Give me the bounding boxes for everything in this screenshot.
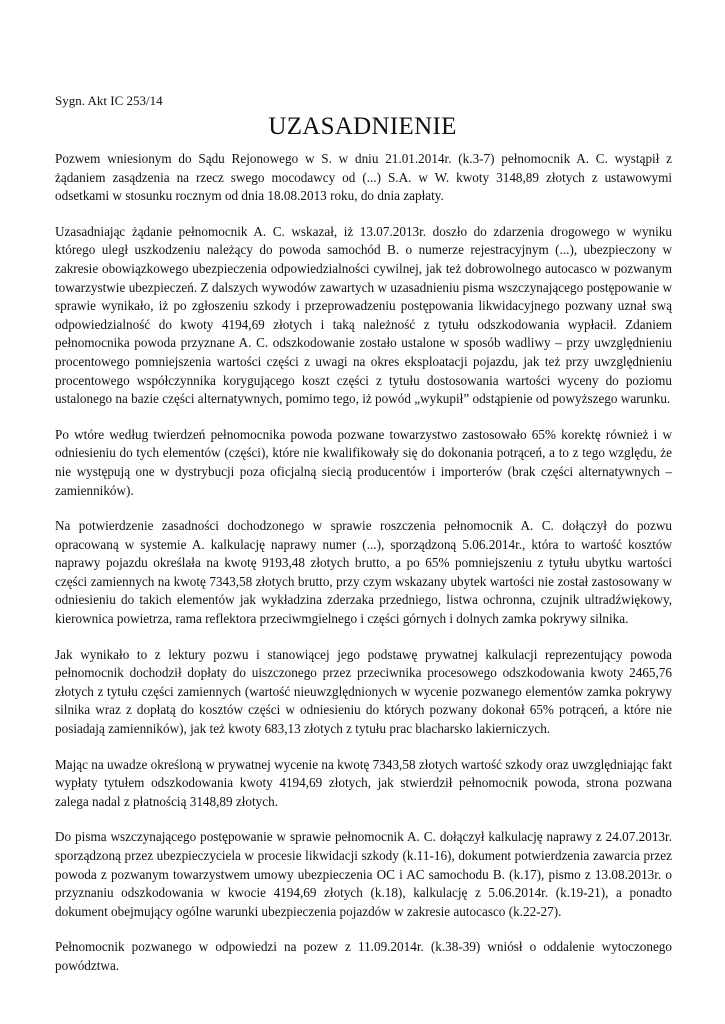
paragraph-7: Do pisma wszczynającego postępowanie w sprawie pełnomocnik A. C. dołączył kalkulację naprawy z 24.07.2013r. sporządzoną przez ubezpieczyciela w procesie likwidacji szkody (k.11-16), dokument potwierdzenia zawarcia przez powoda z pozwanym towarzystwem umowy ubezpieczenia OC i AC samochodu B. (k.17), pismo z 13.08.2013r. o przyznaniu odszkodowania w kwocie 4194,69 złotych (k.18), kalkulację z 5.06.2014r. (k.19-21), a ponadto dokument obejmujący ogólne warunki ubezpieczenia pojazdów w zakresie autocasco (k.22-27). (55, 829, 672, 919)
paragraph-2: Uzasadniając żądanie pełnomocnik A. C. wskazał, iż 13.07.2013r. doszło do zdarzenia drogowego w wyniku którego uległ uszkodzeniu należący do powoda samochód B. o numerze rejestracyjnym (...), ubezpieczony w zakresie obowiązkowego ubezpieczenia odpowiedzialności cywilnej, jak też dobrowolnego autocasco w pozwanym towarzystwie ubezpieczeń. Z dalszych wywodów zawartych w uzasadnieniu pisma wszczynającego postępowanie w sprawie wynikało, iż po zgłoszeniu szkody i przeprowadzeniu postępowania likwidacyjnego pozwany uznał swą odpowiedzialność do kwoty 4194,69 złotych i taką należność z tytułu odszkodowania wypłacił. Zdaniem pełnomocnika powoda przyznane A. C. odszkodowanie zostało ustalone w sposób wadliwy – przy uwzględnieniu procentowego pomniejszenia wartości części z uwagi na okres eksploatacji pojazdu, jak też przy uwzględnieniu procentowego współczynnika korygującego koszt części z tytułu dostosowania wartości wyceny do poziomu ustalonego na bazie części alternatywnych, pomimo tego, iż powód „wykupił” odstąpienie od powyższego warunku. (55, 223, 672, 407)
paragraph-6: Mając na uwadze określoną w prywatnej wycenie na kwotę 7343,58 złotych wartość szkody oraz uwzględniając fakt wypłaty tytułem odszkodowania kwoty 4194,69 złotych, jak stwierdził pełnomocnik powoda, strona pozwana zalega nadal z płatnością 3148,89 złotych. (55, 756, 672, 809)
paragraph-1: Pozwem wniesionym do Sądu Rejonowego w S. w dniu 21.01.2014r. (k.3-7) pełnomocnik A. C. wystąpił z żądaniem zasądzenia na rzecz swego mocodawcy od (...) S.A. w W. kwoty 3148,89 złotych z ustawowymi odsetkami w stosunku rocznym od dnia 18.08.2013 roku, do dnia zapłaty. (55, 151, 672, 204)
paragraph-8: Pełnomocnik pozwanego w odpowiedzi na pozew z 11.09.2014r. (k.38-39) wniósł o oddalenie wytoczonego powództwa. (55, 939, 672, 973)
paragraph-3: Po wtóre według twierdzeń pełnomocnika powoda pozwane towarzystwo zastosowało 65% korektę również i w odniesieniu do tych elementów (części), które nie kwalifikowały się do dokonania potrąceń, a to z tego względu, że nie występują one w dystrybucji poza oficjalną siecią producentów i importerów (brak części alternatywnych – zamienników). (55, 426, 672, 498)
paragraph-5: Jak wynikało to z lektury pozwu i stanowiącej jego podstawę prywatnej kalkulacji reprezentujący powoda pełnomocnik dochodził dopłaty do uiszczonego przez przeciwnika procesowego odszkodowania kwoty 2465,76 złotych z tytułu części zamiennych (wartość nieuwzględnionych w wycenie pozwanego elementów zamka pokrywy silnika wraz z dopłatą do kosztów części w odniesieniu do których pozwany dokonał 65% potrąceń, a które nie posiadają zamienników), jak też kwoty 683,13 złotych z tytułu prac blacharsko lakierniczych. (55, 646, 672, 737)
page-title: UZASADNIENIE (268, 113, 457, 140)
document-body (55, 150, 672, 993)
case-signature: Sygn. Akt IC 253/14 (55, 93, 163, 108)
paragraph-4: Na potwierdzenie zasadności dochodzonego w sprawie roszczenia pełnomocnik A. C. dołączył do pozwu opracowaną w systemie A. kalkulację naprawy numer (...), sporządzoną 5.06.2014r., która to wartość kosztów naprawy pojazdu określała na kwotę 9193,48 złotych brutto, a po 65% pomniejszeniu z tytułu ubytku wartości części zamiennych na kwotę 7343,58 złotych brutto, przy czym wskazany ubytek wartości nie został zastosowany w odniesieniu do takich elementów jak wykładzina zderzaka przedniego, listwa ochronna, czujnik ultradźwiękowy, kierownica powietrza, rama reflektora przeciwmgielnego i części górnych i dolnych zamka pokrywy silnika. (55, 518, 672, 627)
